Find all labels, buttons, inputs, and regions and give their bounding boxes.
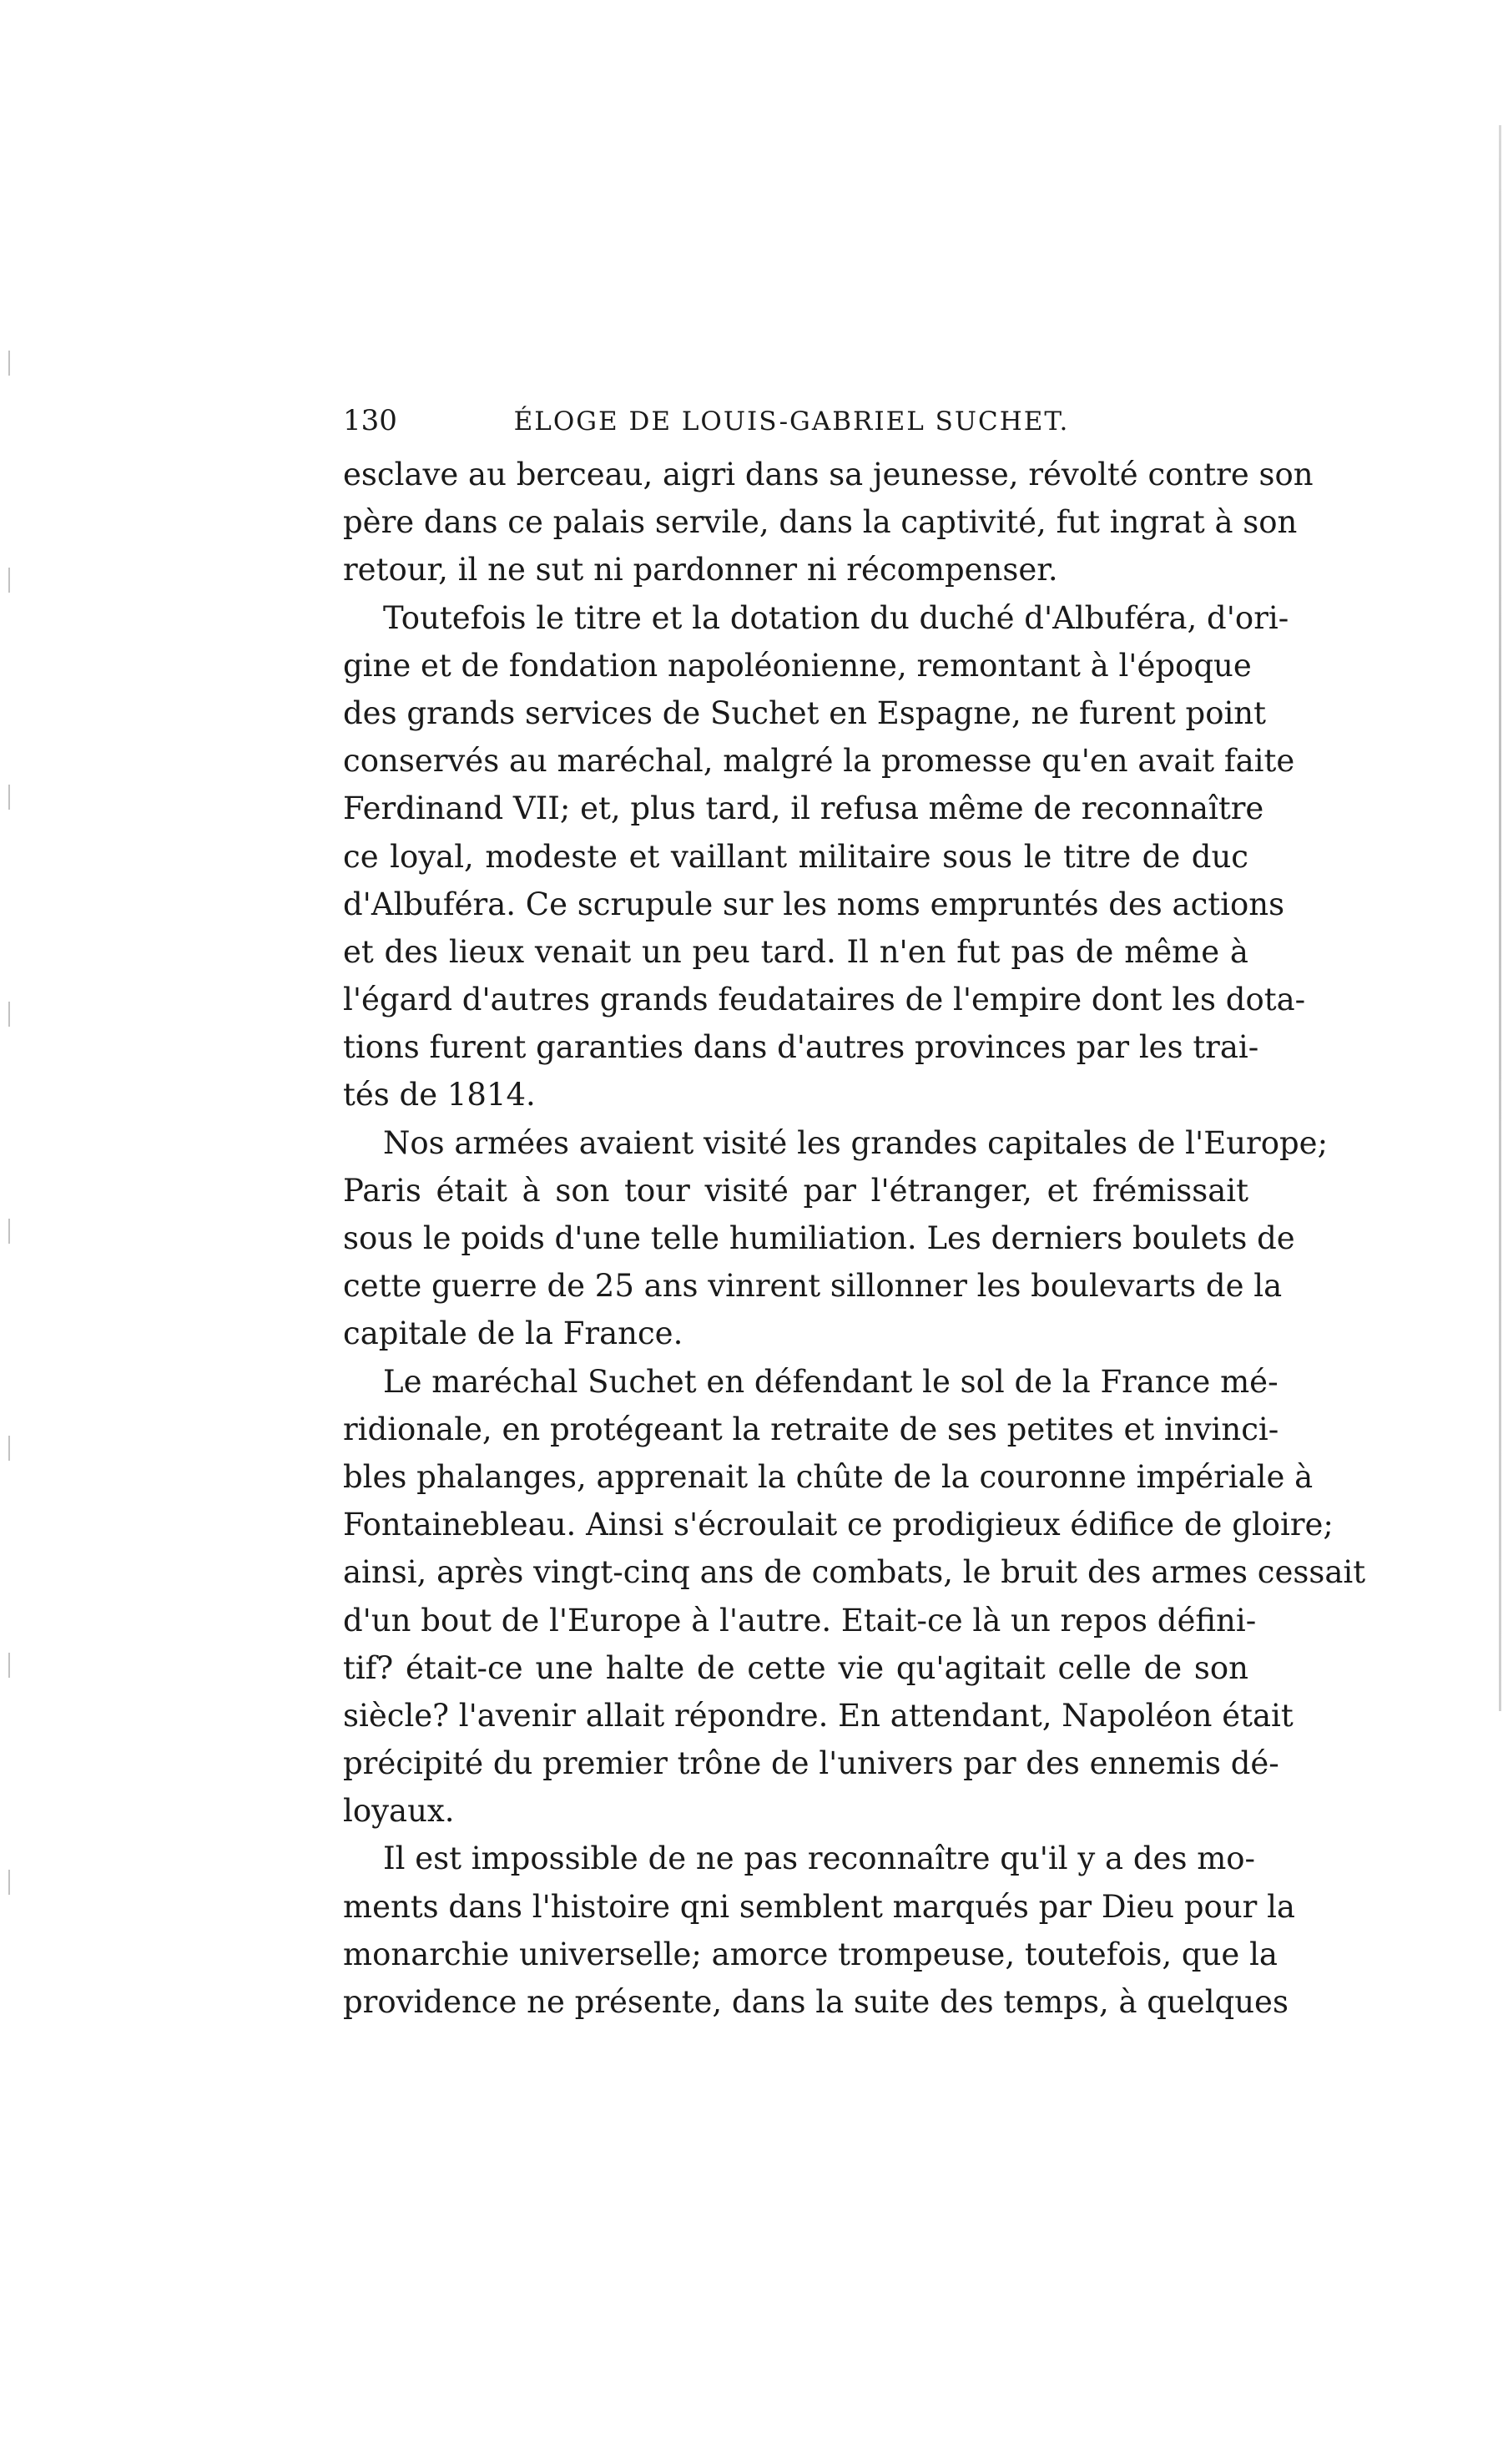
- body-text: [343, 451, 1366, 2026]
- paragraph: [343, 1358, 1366, 1835]
- text-line: providence ne présente, dans la suite des temps, à quelques: [343, 1984, 1289, 2020]
- text-line: retour, il ne sut ni pardonner ni récompenser.: [343, 552, 1058, 588]
- text-line: ments dans l'histoire qni semblent marqués par Dieu pour la: [343, 1888, 1295, 1925]
- text-line: conservés au maréchal, malgré la promesse qu'en avait faite: [343, 743, 1295, 780]
- text-line: père dans ce palais servile, dans la captivité, fut ingrat à son: [343, 504, 1298, 541]
- running-title: ÉLOGE DE LOUIS-GABRIEL SUCHET.: [513, 406, 1070, 437]
- text-line: Le maréchal Suchet en défendant le sol de la France mé-: [383, 1363, 1279, 1400]
- text-line: tions furent garanties dans d'autres provinces par les trai-: [343, 1029, 1259, 1066]
- text-line: ce loyal, modeste et vaillant militaire sous le titre de duc: [343, 838, 1248, 875]
- text-line: siècle? l'avenir allait répondre. En attendant, Napoléon était: [343, 1697, 1294, 1734]
- text-line: ridionale, en protégeant la retraite de ses petites et invinci-: [343, 1411, 1279, 1447]
- text-line: l'égard d'autres grands feudataires de l'empire dont les dota-: [343, 982, 1306, 1018]
- text-line: bles phalanges, apprenait la chûte de la couronne impériale à: [343, 1458, 1314, 1495]
- text-line: Nos armées avaient visité les grandes capitales de l'Europe;: [383, 1124, 1329, 1161]
- paragraph: [343, 451, 1314, 594]
- text-line: capitale de la France.: [343, 1315, 683, 1352]
- page-number: 130: [343, 404, 397, 437]
- text-line: des grands services de Suchet en Espagne, ne furent point: [343, 694, 1267, 731]
- text-line: gine et de fondation napoléonienne, remontant à l'époque: [343, 647, 1252, 684]
- text-line: d'Albuféra. Ce scrupule sur les noms empruntés des actions: [343, 886, 1285, 922]
- paragraph: [343, 594, 1306, 1119]
- text-line: précipité du premier trône de l'univers par des ennemis dé-: [343, 1745, 1279, 1782]
- page-header: [343, 404, 1248, 446]
- text-line: tif? était-ce une halte de cette vie qu'agitait celle de son: [343, 1649, 1248, 1686]
- text-line: esclave au berceau, aigri dans sa jeunesse, révolté contre son: [343, 457, 1314, 492]
- text-line: monarchie universelle; amorce trompeuse, toutefois, que la: [343, 1936, 1278, 1972]
- text-line: Il est impossible de ne pas reconnaître qu'il y a des mo-: [383, 1840, 1256, 1877]
- paragraph: [343, 1835, 1295, 2026]
- text-line: d'un bout de l'Europe à l'autre. Etait-ce là un repos défini-: [343, 1602, 1257, 1638]
- text-line: sous le poids d'une telle humiliation. Les derniers boulets de: [343, 1220, 1295, 1256]
- page-edge-shadow: [1499, 125, 1501, 1711]
- paragraph: [343, 1119, 1329, 1358]
- text-line: cette guerre de 25 ans vinrent sillonner les boulevarts de la: [343, 1268, 1283, 1305]
- text-line: Ferdinand VII; et, plus tard, il refusa même de reconnaître: [343, 790, 1264, 827]
- scan-margin-marks: [8, 250, 10, 2087]
- text-line: Toutefois le titre et la dotation du duché d'Albuféra, d'ori-: [383, 599, 1289, 636]
- text-line: tés de 1814.: [343, 1077, 536, 1113]
- text-line: et des lieux venait un peu tard. Il n'en fut pas de même à: [343, 933, 1248, 970]
- text-line: Paris était à son tour visité par l'étranger, et frémissait: [343, 1172, 1248, 1209]
- text-line: ainsi, après vingt-cinq ans de combats, le bruit des armes cessait: [343, 1554, 1366, 1591]
- text-line: loyaux.: [343, 1793, 455, 1830]
- text-line: Fontainebleau. Ainsi s'écroulait ce prodigieux édifice de gloire;: [343, 1507, 1334, 1543]
